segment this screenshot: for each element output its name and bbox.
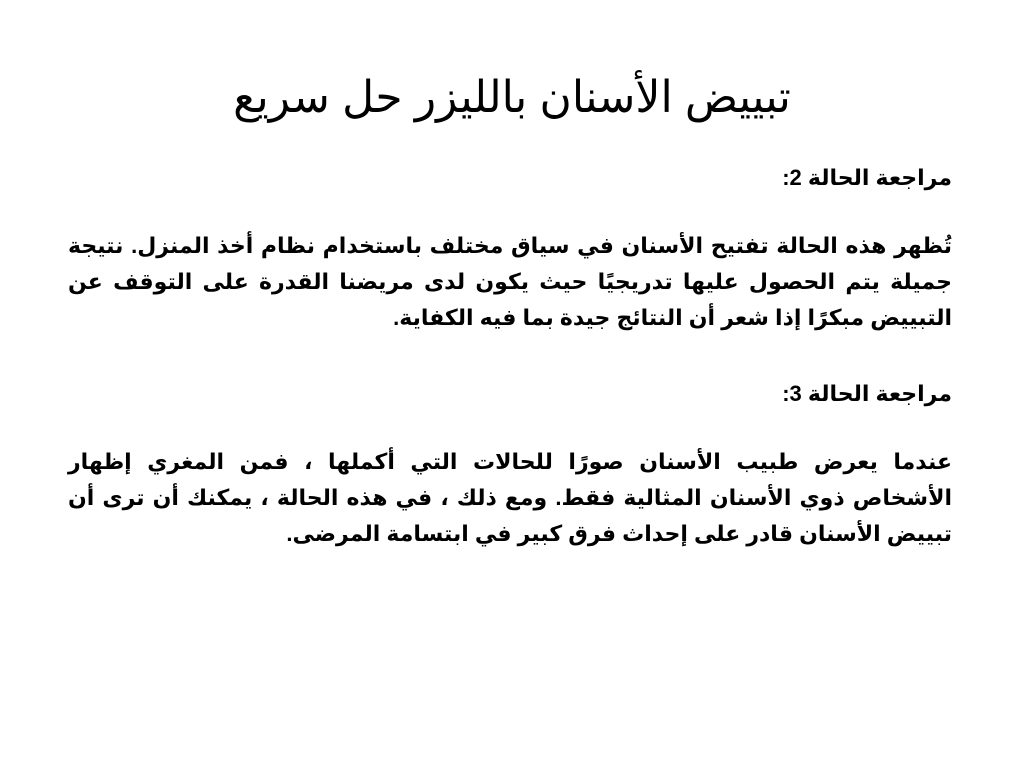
- case-2-heading: مراجعة الحالة 2:: [782, 165, 952, 190]
- case-3-body: عندما يعرض طبيب الأسنان صورًا للحالات التي أكملها ، فمن المغري إظهار الأشخاص ذوي الأسنان المثالية فقط. ومع ذلك ، في هذه الحالة ، يمكنك أن ترى أن تبييض الأسنان قادر على إحداث فرق كبير في ابتسامة المرضى.: [68, 449, 952, 546]
- slide-content: [68, 160, 952, 592]
- slide-title: تبييض الأسنان بالليزر حل سريع: [233, 73, 791, 122]
- case-3-heading: مراجعة الحالة 3:: [782, 381, 952, 406]
- case-2-body: تُظهر هذه الحالة تفتيح الأسنان في سياق مختلف باستخدام نظام أخذ المنزل. نتيجة جميلة يتم الحصول عليها تدريجيًا حيث يكون لدى مريضنا القدرة على التوقف عن التبييض مبكرًا إذا شعر أن النتائج جيدة بما فيه الكفاية.: [68, 233, 952, 330]
